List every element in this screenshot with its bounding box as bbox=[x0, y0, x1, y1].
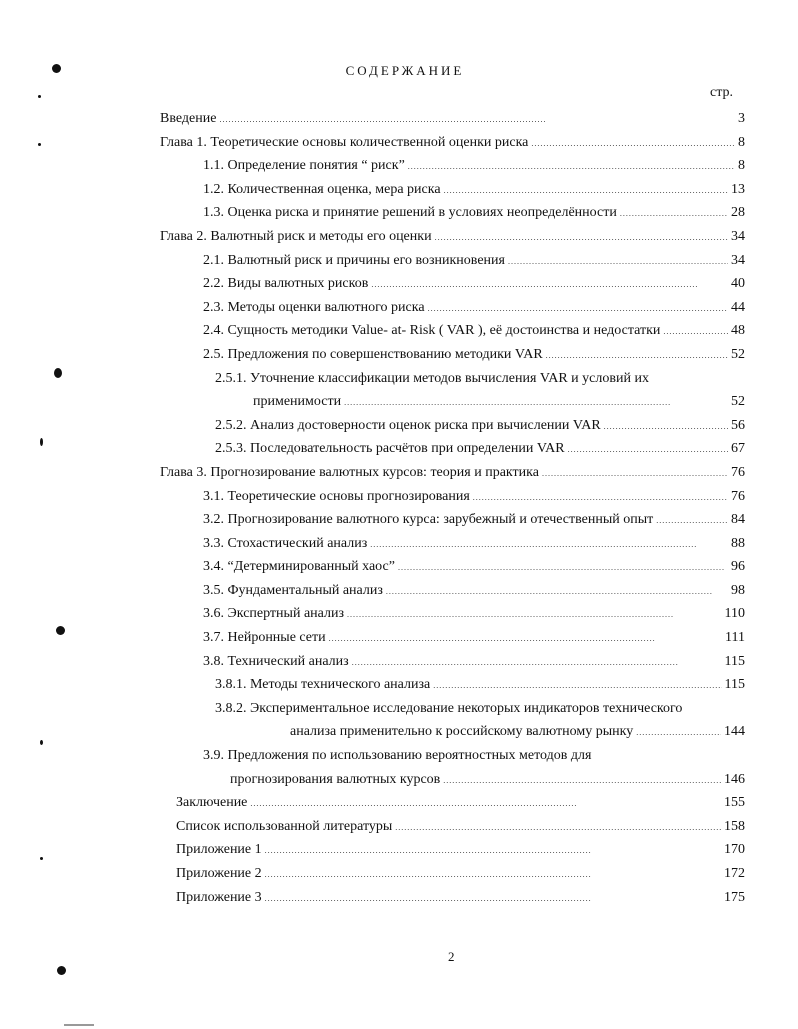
dot-leader bbox=[620, 201, 728, 225]
toc-entry-label: 2.5.1. Уточнение классификации методов вычисления VAR и условий их bbox=[215, 370, 649, 386]
toc-entry-page: 115 bbox=[724, 653, 745, 669]
toc-entry-page: 170 bbox=[724, 842, 745, 858]
toc-entry-page: 144 bbox=[724, 724, 745, 740]
dot-leader bbox=[542, 461, 728, 485]
dot-leader bbox=[636, 720, 721, 744]
toc-entry bbox=[0, 862, 798, 886]
dot-leader bbox=[250, 791, 721, 815]
toc-entry-label: 1.2. Количественная оценка, мера риска bbox=[203, 181, 441, 197]
dot-leader bbox=[531, 131, 735, 155]
page-number: 2 bbox=[448, 949, 455, 964]
table-of-contents bbox=[0, 107, 798, 909]
toc-entry-page: 172 bbox=[724, 866, 745, 881]
toc-entry-label: Приложение 1 bbox=[176, 842, 262, 858]
dot-leader bbox=[568, 437, 728, 461]
dot-leader bbox=[508, 249, 728, 273]
scan-speck bbox=[52, 64, 61, 73]
toc-entry bbox=[0, 720, 798, 744]
toc-entry-label: 3.3. Стохастический анализ bbox=[203, 535, 368, 551]
toc-entry-page: 34 bbox=[731, 228, 745, 244]
toc-entry-label: 2.5.3. Последовательность расчётов при определении VAR bbox=[215, 441, 565, 457]
toc-entry-label: 3.9. Предложения по использованию вероятностных методов для bbox=[203, 748, 592, 764]
toc-entry-page: 40 bbox=[731, 276, 745, 292]
dot-leader bbox=[546, 343, 728, 367]
toc-entry-label: 3.8.1. Методы технического анализа bbox=[215, 677, 431, 693]
dot-leader bbox=[433, 673, 721, 697]
dot-leader bbox=[408, 154, 735, 178]
toc-entry bbox=[0, 650, 798, 674]
scan-edge-line bbox=[64, 1024, 94, 1026]
toc-entry-label: 3.4. “Детерминированный хаос” bbox=[203, 559, 395, 575]
toc-entry bbox=[0, 555, 798, 579]
toc-entry-label: 3.6. Экспертный анализ bbox=[203, 606, 344, 622]
toc-entry bbox=[0, 791, 798, 815]
toc-entry-page: 76 bbox=[731, 464, 745, 480]
toc-entry-label: Глава 3. Прогнозирование валютных курсов: теория и практика bbox=[160, 464, 539, 480]
toc-entry-label: Приложение 3 bbox=[176, 889, 262, 905]
toc-entry-page: 44 bbox=[731, 299, 745, 315]
toc-entry-page: 8 bbox=[738, 158, 745, 174]
toc-entry-label: 2.5.2. Анализ достоверности оценок риска при вычислении VAR bbox=[215, 417, 601, 433]
toc-entry bbox=[0, 319, 798, 343]
toc-entry bbox=[0, 579, 798, 603]
page-column-label: стр. bbox=[710, 85, 734, 100]
scan-speck bbox=[56, 626, 65, 635]
toc-entry bbox=[0, 178, 798, 202]
toc-entry-label: 3.8. Технический анализ bbox=[203, 653, 349, 669]
toc-entry bbox=[0, 508, 798, 532]
toc-entry-label: Глава 2. Валютный риск и методы его оценки bbox=[160, 228, 432, 244]
toc-entry-page: 76 bbox=[731, 488, 745, 504]
dot-leader bbox=[656, 508, 728, 532]
toc-entry bbox=[0, 201, 798, 225]
scan-speck bbox=[40, 740, 43, 745]
scan-speck bbox=[54, 368, 62, 378]
toc-entry bbox=[0, 768, 798, 792]
toc-entry-page: 146 bbox=[724, 771, 745, 787]
dot-leader bbox=[444, 178, 728, 202]
toc-entry-page: 8 bbox=[738, 134, 745, 150]
toc-entry-label: 1.3. Оценка риска и принятие решений в условиях неопределённости bbox=[203, 205, 617, 221]
toc-entry-page: 3 bbox=[738, 111, 745, 126]
dot-leader bbox=[428, 296, 728, 320]
toc-entry-page: 175 bbox=[724, 889, 745, 905]
toc-entry bbox=[0, 249, 798, 273]
toc-entry-page: 28 bbox=[731, 205, 745, 221]
toc-entry bbox=[0, 602, 798, 626]
dot-leader bbox=[398, 555, 728, 579]
toc-entry-label: 3.2. Прогнозирование валютного курса: зарубежный и отечественный опыт bbox=[203, 512, 654, 528]
toc-entry bbox=[0, 673, 798, 697]
dot-leader bbox=[604, 414, 728, 438]
toc-entry bbox=[0, 296, 798, 320]
dot-leader bbox=[435, 225, 728, 249]
toc-entry-label: 3.8.2. Экспериментальное исследование некоторых индикаторов технического bbox=[215, 700, 683, 716]
toc-entry bbox=[0, 697, 798, 721]
toc-entry bbox=[0, 532, 798, 556]
toc-entry-label: Заключение bbox=[176, 795, 248, 811]
toc-entry-label: Приложение 2 bbox=[176, 866, 262, 881]
toc-entry bbox=[0, 390, 798, 414]
toc-entry bbox=[0, 107, 798, 131]
toc-entry-label: 1.1. Определение понятия “ риск” bbox=[203, 158, 405, 174]
dot-leader bbox=[265, 862, 721, 886]
toc-entry bbox=[0, 815, 798, 839]
toc-entry-label: 2.3. Методы оценки валютного риска bbox=[203, 299, 425, 315]
toc-entry-label: Глава 1. Теоретические основы количественной оценки риска bbox=[160, 134, 529, 150]
toc-entry-label: 2.1. Валютный риск и причины его возникновения bbox=[203, 252, 505, 268]
scan-speck bbox=[40, 438, 43, 446]
dot-leader bbox=[329, 626, 722, 650]
toc-entry bbox=[0, 225, 798, 249]
dot-leader bbox=[663, 319, 728, 343]
scan-speck bbox=[57, 966, 66, 975]
toc-entry-page: 96 bbox=[731, 559, 745, 575]
dot-leader bbox=[219, 107, 735, 131]
dot-leader bbox=[344, 390, 728, 414]
toc-entry-label: 2.2. Виды валютных рисков bbox=[203, 276, 369, 292]
toc-entry bbox=[0, 131, 798, 155]
dot-leader bbox=[473, 485, 728, 509]
toc-entry bbox=[0, 343, 798, 367]
toc-entry-page: 56 bbox=[731, 417, 745, 433]
toc-entry-page: 155 bbox=[724, 795, 745, 811]
toc-entry-page: 111 bbox=[725, 630, 745, 646]
toc-entry-page: 67 bbox=[731, 441, 745, 457]
toc-entry-label: Введение bbox=[160, 111, 217, 126]
toc-entry-page: 84 bbox=[731, 512, 745, 528]
toc-entry-page: 52 bbox=[731, 346, 745, 362]
toc-entry bbox=[0, 744, 798, 768]
toc-entry bbox=[0, 437, 798, 461]
toc-entry-label: 2.5. Предложения по совершенствованию методики VAR bbox=[203, 346, 543, 362]
toc-entry-page: 34 bbox=[731, 252, 745, 268]
toc-entry-label: прогнозирования валютных курсов bbox=[230, 771, 441, 787]
toc-entry bbox=[0, 626, 798, 650]
dot-leader bbox=[265, 886, 721, 910]
toc-entry bbox=[0, 367, 798, 391]
dot-leader bbox=[370, 532, 728, 556]
toc-entry-page: 48 bbox=[731, 323, 745, 339]
toc-entry bbox=[0, 485, 798, 509]
toc-entry-page: 115 bbox=[724, 677, 745, 693]
toc-entry bbox=[0, 154, 798, 178]
toc-entry bbox=[0, 886, 798, 910]
toc-entry-label: анализа применительно к российскому валютному рынку bbox=[290, 724, 634, 740]
page-title: СОДЕРЖАНИЕ bbox=[345, 63, 465, 78]
scan-speck bbox=[38, 95, 41, 98]
scan-speck bbox=[40, 857, 43, 860]
toc-entry-label: Список использованной литературы bbox=[176, 818, 393, 834]
dot-leader bbox=[371, 272, 728, 296]
scan-speck bbox=[38, 143, 41, 146]
toc-entry-page: 98 bbox=[731, 582, 745, 598]
toc-entry-label: 2.4. Сущность методики Value- at- Risk ( VAR ), её достоинства и недостатки bbox=[203, 323, 661, 339]
toc-entry bbox=[0, 838, 798, 862]
dot-leader bbox=[352, 650, 722, 674]
toc-entry bbox=[0, 272, 798, 296]
toc-entry-page: 52 bbox=[731, 394, 745, 410]
dot-leader bbox=[386, 579, 728, 603]
toc-entry-page: 158 bbox=[724, 818, 745, 834]
toc-entry-page: 88 bbox=[731, 535, 745, 551]
toc-entry-page: 13 bbox=[731, 181, 745, 197]
toc-entry-label: 3.7. Нейронные сети bbox=[203, 630, 326, 646]
dot-leader bbox=[443, 768, 721, 792]
toc-entry bbox=[0, 461, 798, 485]
toc-entry bbox=[0, 414, 798, 438]
toc-entry-label: применимости bbox=[253, 394, 342, 410]
dot-leader bbox=[265, 838, 721, 862]
toc-entry-page: 110 bbox=[724, 606, 745, 622]
toc-entry-label: 3.5. Фундаментальный анализ bbox=[203, 582, 383, 598]
dot-leader bbox=[347, 602, 722, 626]
toc-entry-label: 3.1. Теоретические основы прогнозирования bbox=[203, 488, 470, 504]
dot-leader bbox=[395, 815, 721, 839]
